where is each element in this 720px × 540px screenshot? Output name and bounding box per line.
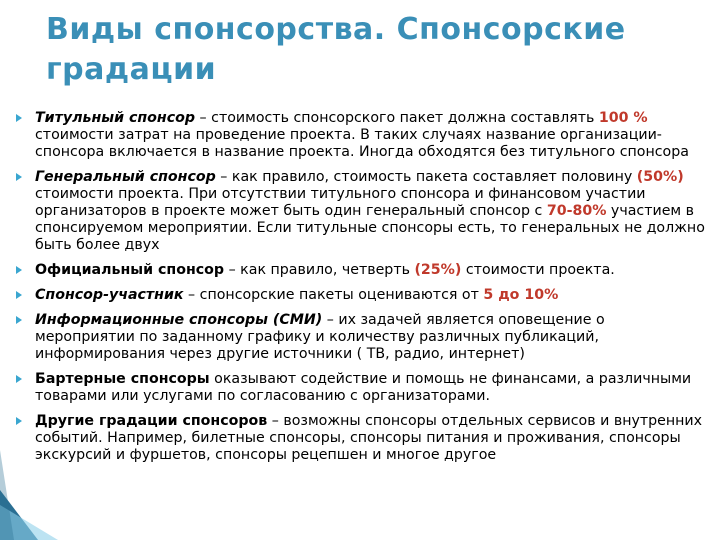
bullet-arrow-icon: [16, 316, 22, 324]
item-lead: Другие градации спонсоров: [35, 413, 268, 429]
list-item-general-sponsor: [14, 169, 706, 254]
item-highlight: 70-80%: [546, 203, 607, 219]
item-text: – возможны спонсоры отдельных сервисов и внутренних событий. Например, билетные спонсоры, спонсоры питания и проживания, спонсоры экскурсий и фуршетов, спонсоры рецепшен и многое другое: [35, 413, 703, 463]
slide-title: Виды спонсорства. Спонсорские градации: [46, 12, 626, 87]
list-item-title-sponsor: [14, 110, 706, 161]
corner-shape-lines: [0, 450, 14, 540]
item-lead: Спонсор-участник: [35, 287, 184, 303]
item-text: – спонсорские пакеты оцениваются от: [183, 287, 484, 303]
corner-shape-light: [0, 470, 58, 540]
list-item-official-sponsor: [14, 262, 706, 279]
bullet-arrow-icon: [16, 417, 22, 425]
bullet-arrow-icon: [16, 291, 22, 299]
item-highlight: 5 до 10%: [483, 287, 559, 303]
list-item-media-sponsors: [14, 312, 706, 363]
item-text: – стоимость спонсорского пакет должна составлять: [195, 110, 599, 126]
item-lead: Генеральный спонсор: [35, 169, 216, 185]
bullet-arrow-icon: [16, 375, 22, 383]
item-text: – как правило, стоимость пакета составляет половину: [215, 169, 637, 185]
list-item-other-grades: [14, 413, 706, 464]
item-lead: Информационные спонсоры (СМИ): [35, 312, 323, 328]
item-lead: Титульный спонсор: [35, 110, 196, 126]
bullet-arrow-icon: [16, 266, 22, 274]
list-item-barter-sponsors: [14, 371, 706, 405]
item-highlight: 100 %: [598, 110, 648, 126]
item-highlight: (25%): [414, 262, 462, 278]
item-lead: Бартерные спонсоры: [35, 371, 210, 387]
corner-shape-dark: [0, 490, 38, 540]
item-text: стоимости затрат на проведение проекта. В таких случаях название организации-спонсора включается в название проекта. Иногда обходятся без титульного спонсора: [35, 127, 689, 160]
bullet-arrow-icon: [16, 173, 22, 181]
bullet-arrow-icon: [16, 114, 22, 122]
item-lead: Официальный спонсор: [35, 262, 225, 278]
item-text: оказывают содействие и помощь не финансами, а различными товарами или услугами по согласованию с организаторами.: [35, 371, 692, 404]
list-item-participant-sponsor: [14, 287, 706, 304]
item-text: стоимости проекта. При отсутствии титульного спонсора и финансовом участии организаторов в проекте может быть один генеральный спонсор с: [35, 186, 646, 219]
item-highlight: (50%): [636, 169, 684, 185]
item-text: – их задачей является оповещение о мероприятии по заданному графику и количеству различных публикаций, информирования через другие источники ( ТВ, радио, интернет): [35, 312, 605, 362]
item-text: участием в спонсируемом мероприятии. Если титульные спонсоры есть, то генеральных не должно быть более двух: [35, 203, 705, 253]
item-text: стоимости проекта.: [461, 262, 615, 278]
item-text: – как правило, четверть: [224, 262, 415, 278]
sponsor-grades-list: [14, 110, 706, 472]
